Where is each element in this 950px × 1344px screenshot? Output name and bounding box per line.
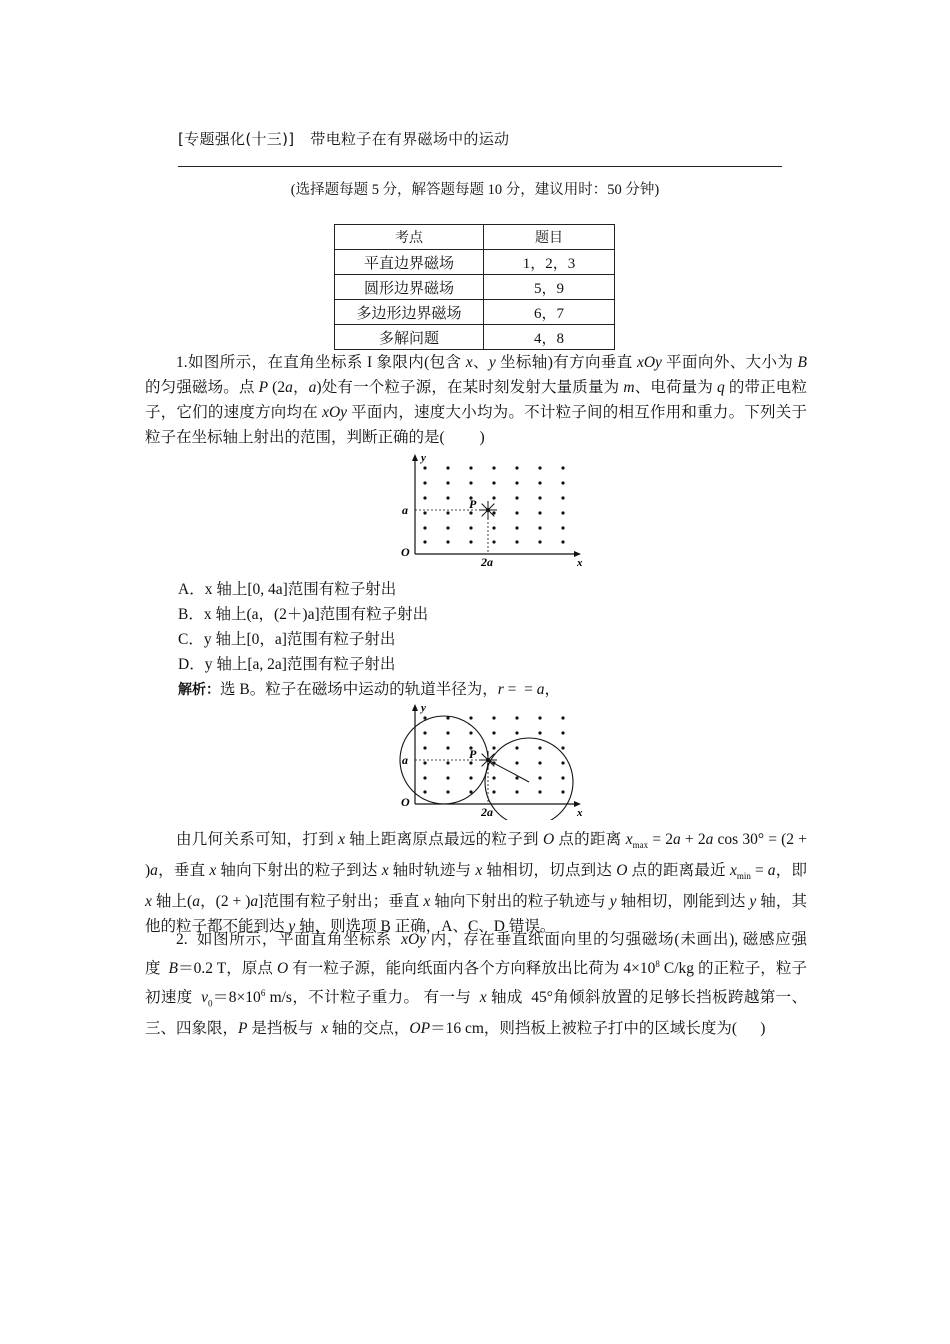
field-dot (469, 540, 472, 543)
table-header-question: 题目 (484, 225, 615, 250)
field-dot (469, 761, 472, 764)
trajectory-circle-right (485, 738, 573, 820)
particle-source-icon (479, 501, 497, 519)
field-dot (538, 790, 541, 793)
figure-1 (395, 450, 595, 570)
subtitle: (选择题每题 5 分，解答题每题 10 分，建议用时：50 分钟) (290, 182, 660, 198)
field-dot (423, 496, 426, 499)
field-dot (561, 511, 564, 514)
topic-table (334, 224, 615, 350)
label-2a: 2a (481, 805, 493, 819)
table-cell: 6，7 (484, 300, 615, 325)
table-cell: 圆形边界磁场 (335, 275, 484, 300)
particle-source-icon (479, 751, 497, 769)
field-dot (469, 511, 472, 514)
field-dot (423, 466, 426, 469)
table-header-row (335, 225, 615, 250)
field-dot (446, 761, 449, 764)
field-dot (446, 511, 449, 514)
field-dot (492, 466, 495, 469)
field-dot (515, 790, 518, 793)
field-dot (446, 526, 449, 529)
y-axis-arrow (412, 704, 418, 711)
field-dot (515, 716, 518, 719)
field-dot (446, 746, 449, 749)
label-y: y (421, 452, 426, 464)
header-title: 带电粒子在有界磁场中的运动 (310, 130, 510, 148)
field-dot (492, 496, 495, 499)
field-dot (538, 761, 541, 764)
label-a: a (402, 503, 408, 517)
field-dot (561, 540, 564, 543)
field-dot (538, 496, 541, 499)
field-dot (492, 481, 495, 484)
label-o: O (401, 545, 410, 559)
table-row (335, 325, 615, 350)
field-dot (469, 466, 472, 469)
field-dot (492, 526, 495, 529)
table-cell: 多边形边界磁场 (335, 300, 484, 325)
question-1-options (178, 577, 428, 677)
field-dot (423, 731, 426, 734)
field-dot (515, 776, 518, 779)
field-dot (561, 716, 564, 719)
field-dot (561, 776, 564, 779)
question-2-stem: 2. 如图所示，平面直角坐标系 xOy 内，存在垂直纸面向里的匀强磁场(未画出), 磁感应强度 B＝0.2 T，原点 O 有一粒子源，能向纸面内各个方向释放出比荷为 $4\times 10^8$ C/kg 的正粒子，粒子初速度 $v_0=8\times 10^6$ m/s，不计粒子重力。 有一与 x 轴成 45°角倾斜放置的足够长挡板跨越第一、三、四象限，P 是挡板与 x 轴的交点，OP＝16 cm，则挡板上被粒子打中的区域长度为( ) (145, 931, 807, 1038)
field-dot (538, 731, 541, 734)
source-point (486, 508, 490, 512)
field-dot (515, 511, 518, 514)
field-dot (469, 526, 472, 529)
page-title (178, 128, 509, 149)
label-p: P (469, 747, 477, 761)
solution-body: 由几何关系可知，打到 x 轴上距离原点最远的粒子到 O 点的距离 $x_{max} = 2a + 2a$ cos 30° = (2 + )a，垂直 x 轴向下射出的粒子到达 x 轴时轨迹与 x 轴相切，切点到达 O 点的距离最近 $x_{min} = a$，即 x 轴上(a，(2 + )a]范围有粒子射出；垂直 x 轴向下射出的粒子轨迹与 y 轴相切，刚能到达 y 轴，其他的粒子都不能到达 y 轴，则选项 B 正确，A、C、D 错误。 (145, 831, 807, 936)
option-a: A．x 轴上[0, 4a]范围有粒子射出 (178, 581, 397, 598)
table-header-topic: 考点 (335, 225, 484, 250)
label-a: a (402, 753, 408, 767)
table-cell: 4，8 (484, 325, 615, 350)
option-b: B．x 轴上(a，(2＋)a]范围有粒子射出 (178, 606, 429, 623)
field-dot (538, 526, 541, 529)
title-rule (178, 166, 782, 167)
field-dot (492, 540, 495, 543)
field-dot (446, 481, 449, 484)
field-dot (492, 790, 495, 793)
field-dot (423, 761, 426, 764)
field-dot (423, 526, 426, 529)
label-o: O (401, 795, 410, 809)
table-cell: 多解问题 (335, 325, 484, 350)
figure-2 (395, 700, 595, 820)
field-dot (423, 511, 426, 514)
label-x: x (577, 557, 583, 569)
field-dot (469, 716, 472, 719)
table-row (335, 250, 615, 275)
field-dot (561, 790, 564, 793)
field-dot (515, 731, 518, 734)
question-1-stem: 1.如图所示，在直角坐标系 I 象限内(包含 x、y 坐标轴)有方向垂直 xOy 平面向外、大小为 B 的匀强磁场。点 P (2a，a)处有一个粒子源，在某时刻发射大量质量为 m、电荷量为 q 的带正电粒子，它们的速度方向均在 xOy 平面内，速度大小均为。不计粒子间的相互作用和重力。下列关于粒子在坐标轴上射出的范围，判断正确的是( ) (145, 354, 807, 446)
field-dot (492, 746, 495, 749)
label-2a: 2a (481, 555, 493, 569)
source-point (486, 758, 490, 762)
field-dot (561, 481, 564, 484)
field-dot (423, 540, 426, 543)
field-dot (469, 731, 472, 734)
field-dot (469, 776, 472, 779)
field-dot (538, 746, 541, 749)
header-label: [专题强化(十三)] (178, 130, 295, 148)
field-dot (492, 511, 495, 514)
field-dot (423, 481, 426, 484)
table-row (335, 275, 615, 300)
solution-intro: 解析：选 B。粒子在磁场中运动的轨道半径为，r = = a， (178, 681, 561, 698)
field-dot (561, 731, 564, 734)
field-dot (561, 496, 564, 499)
label-x: x (577, 807, 583, 819)
label-p: P (469, 497, 477, 511)
field-dot (515, 761, 518, 764)
table-cell: 5，9 (484, 275, 615, 300)
y-axis-arrow (412, 454, 418, 461)
table-cell: 1，2，3 (484, 250, 615, 275)
option-c: C．y 轴上[0，a]范围有粒子射出 (178, 631, 396, 648)
field-dot (492, 731, 495, 734)
field-dot (446, 466, 449, 469)
field-dot (561, 761, 564, 764)
field-dot (446, 776, 449, 779)
field-dot (492, 716, 495, 719)
field-dot (446, 731, 449, 734)
field-dot (538, 716, 541, 719)
field-dot (423, 746, 426, 749)
field-dot (561, 526, 564, 529)
field-dot (446, 716, 449, 719)
field-dot (423, 790, 426, 793)
field-dot (446, 540, 449, 543)
label-y: y (421, 702, 426, 714)
field-dot (538, 540, 541, 543)
field-dot (515, 496, 518, 499)
option-d: D．y 轴上[a, 2a]范围有粒子射出 (178, 656, 396, 673)
field-dot (423, 776, 426, 779)
field-dot (515, 540, 518, 543)
field-dot (538, 481, 541, 484)
table-row (335, 300, 615, 325)
field-dot (515, 481, 518, 484)
field-dot (423, 716, 426, 719)
field-dot (515, 526, 518, 529)
field-dot (469, 481, 472, 484)
field-dot (561, 466, 564, 469)
field-dot (515, 466, 518, 469)
field-dot (538, 466, 541, 469)
field-dot (561, 746, 564, 749)
field-dot (446, 496, 449, 499)
field-dot (538, 511, 541, 514)
field-dot (492, 776, 495, 779)
field-dot (446, 790, 449, 793)
solution-label: 解析： (178, 682, 220, 698)
field-dot (538, 776, 541, 779)
magnetic-field-dots (423, 466, 564, 543)
table-cell: 平直边界磁场 (335, 250, 484, 275)
field-dot (515, 746, 518, 749)
field-dot (469, 790, 472, 793)
